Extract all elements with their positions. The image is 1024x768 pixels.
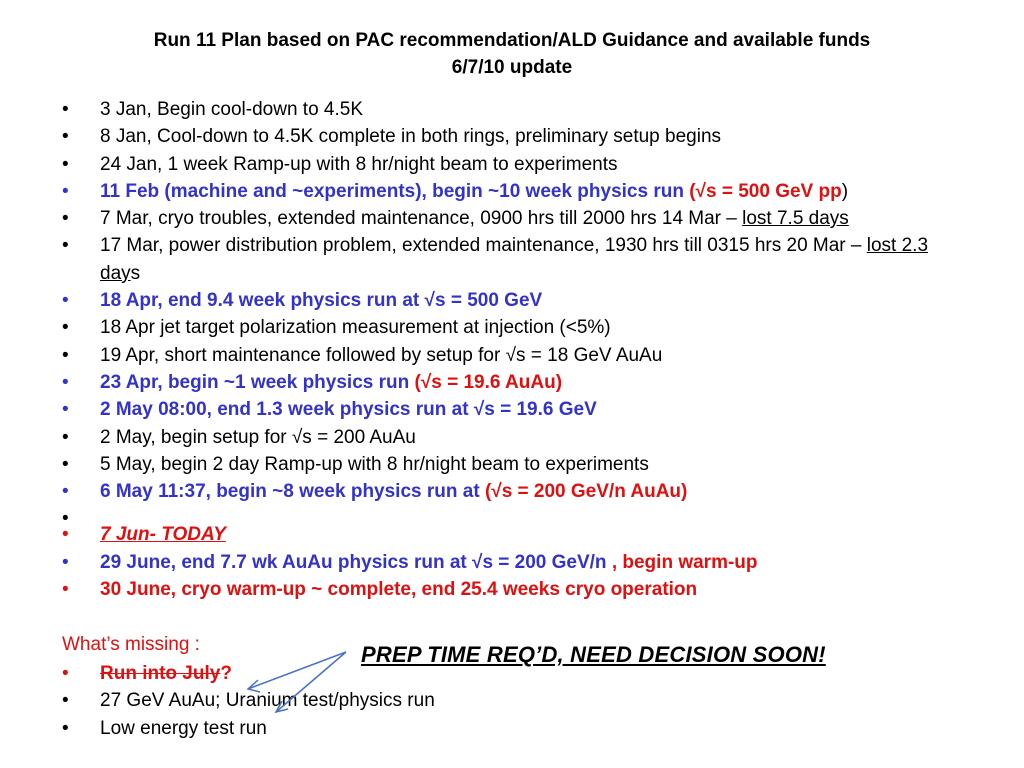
list-item: • 19 Apr, short maintenance followed by setup for √s = 18 GeV AuAu bbox=[62, 342, 962, 369]
missing-list bbox=[62, 660, 435, 742]
list-item: • 2 May, begin setup for √s = 200 AuAu bbox=[62, 424, 962, 451]
list-item: • 17 Mar, power distribution problem, extended maintenance, 1930 hrs till 0315 hrs 20 Mar – lost 2.3 days bbox=[62, 232, 962, 287]
list-item: • 18 Apr, end 9.4 week physics run at √s = 500 GeV bbox=[62, 287, 962, 314]
list-item: • 2 May 08:00, end 1.3 week physics run at √s = 19.6 GeV bbox=[62, 396, 962, 423]
list-item: • 7 Mar, cryo troubles, extended maintenance, 0900 hrs till 2000 hrs 14 Mar – lost 7.5 days bbox=[62, 205, 962, 232]
schedule-list bbox=[62, 96, 962, 603]
list-item: • Run into July? bbox=[62, 660, 435, 687]
list-item: • 24 Jan, 1 week Ramp-up with 8 hr/night beam to experiments bbox=[62, 151, 962, 178]
list-item: • 27 GeV AuAu; Uranium test/physics run bbox=[62, 687, 435, 714]
list-spacer bbox=[62, 505, 962, 521]
list-item: • 29 June, end 7.7 wk AuAu physics run at √s = 200 GeV/n , begin warm-up bbox=[62, 549, 962, 576]
list-item: • 18 Apr jet target polarization measurement at injection (<5%) bbox=[62, 314, 962, 341]
slide-subtitle: 6/7/10 update bbox=[451, 57, 573, 78]
missing-heading: What’s missing : bbox=[62, 634, 200, 655]
list-item: • 5 May, begin 2 day Ramp-up with 8 hr/night beam to experiments bbox=[62, 451, 962, 478]
list-item: • 6 May 11:37, begin ~8 week physics run at (√s = 200 GeV/n AuAu) bbox=[62, 478, 962, 505]
list-item: • Low energy test run bbox=[62, 715, 435, 742]
list-item: • 30 June, cryo warm-up ~ complete, end 25.4 weeks cryo operation bbox=[62, 576, 962, 603]
list-item: • 3 Jan, Begin cool-down to 4.5K bbox=[62, 96, 962, 123]
list-item: • 7 Jun- TODAY bbox=[62, 521, 962, 548]
slide-title: Run 11 Plan based on PAC recommendation/ALD Guidance and available funds bbox=[153, 30, 871, 51]
list-item: • 23 Apr, begin ~1 week physics run (√s = 19.6 AuAu) bbox=[62, 369, 962, 396]
list-item: • 8 Jan, Cool-down to 4.5K complete in both rings, preliminary setup begins bbox=[62, 123, 962, 150]
list-item: • 11 Feb (machine and ~experiments), begin ~10 week physics run (√s = 500 GeV pp) bbox=[62, 178, 962, 205]
callout-text: PREP TIME REQ’D, NEED DECISION SOON! bbox=[361, 642, 826, 667]
